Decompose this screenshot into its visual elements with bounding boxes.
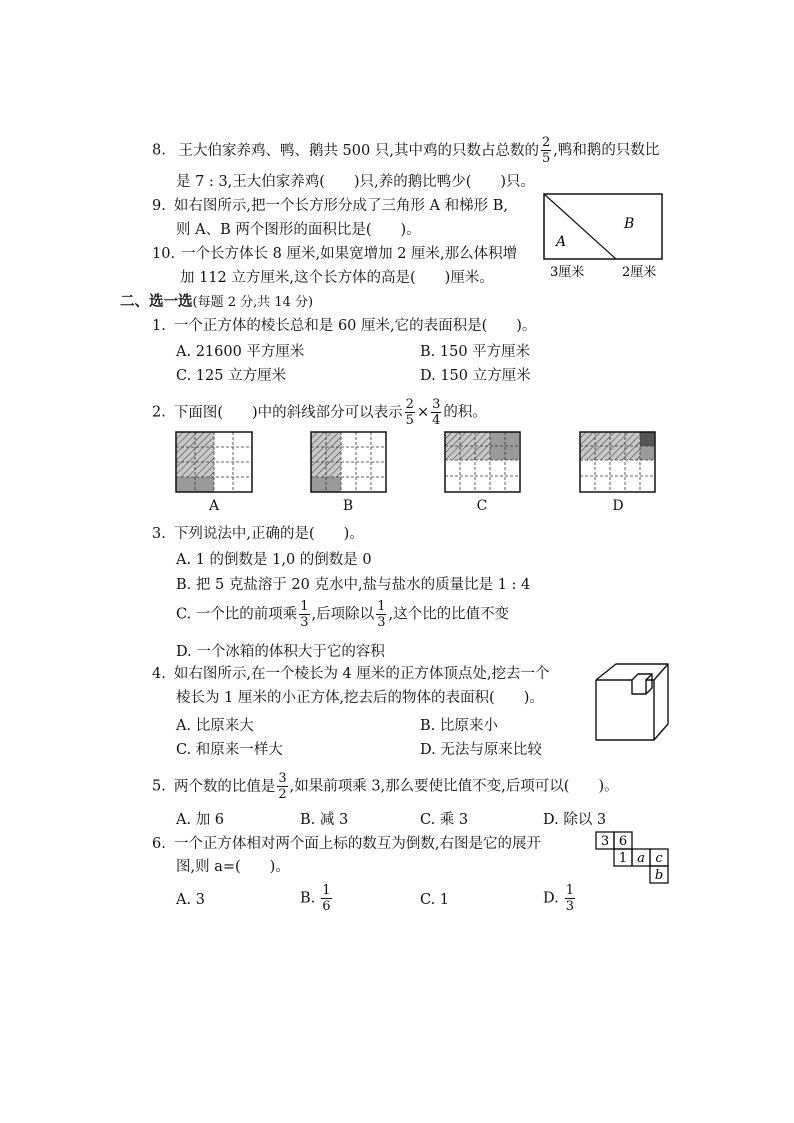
net-cell: 1 — [618, 851, 628, 866]
choice-4-option-d[interactable]: D. 无法与原来比较 — [420, 742, 542, 758]
choice-6-option-c[interactable]: C. 1 — [420, 892, 450, 908]
question-8-line2: 是 7 : 3,王大伯家养鸡( )只,养的鹅比鸭少( )只。 — [176, 174, 536, 190]
choice-6-option-b[interactable]: B. $\frac{1}{6}$ — [300, 883, 331, 914]
net-cell: c — [655, 851, 663, 866]
choice-5-option-b[interactable]: B. 减 3 — [300, 812, 349, 828]
question-8-line1: 8. 王大伯家养鸡、鸭、鹅共 500 只,其中鸡的只数占总数的 $\frac{2}{5}$ ,鸭和鹅的只数比 — [152, 135, 660, 166]
choice-4-option-b[interactable]: B. 比原来小 — [420, 718, 498, 734]
choice-2-grids — [0, 424, 794, 500]
net-cell: 6 — [618, 834, 628, 849]
choice-1-option-a[interactable]: A. 21600 平方厘米 — [176, 344, 305, 360]
choice-3-option-d[interactable]: D. 一个冰箱的体积大于它的容积 — [176, 644, 385, 660]
choice-1-option-c[interactable]: C. 125 立方厘米 — [176, 368, 287, 384]
choice-6-option-d[interactable]: D. $\frac{1}{3}$ — [543, 883, 574, 914]
choice-1-stem: 1. 一个正方体的棱长总和是 60 厘米,它的表面积是( )。 — [152, 318, 537, 334]
label-b: B — [624, 216, 635, 232]
label-a: A — [556, 234, 567, 250]
choice-5-stem: 5. 两个数的比值是 $\frac{3}{2}$ ,如果前项乘 3,那么要使比值不变,后项可以( )。 — [152, 771, 619, 802]
grid-c[interactable] — [445, 432, 520, 492]
choice-3-option-b[interactable]: B. 把 5 克盐溶于 20 克水中,盐与盐水的质量比是 1 : 4 — [176, 577, 531, 593]
caption-d: D — [612, 498, 624, 514]
choice-6-option-a[interactable]: A. 3 — [176, 892, 205, 908]
grid-a[interactable] — [176, 432, 252, 492]
question-9-line1: 9. 如右图所示,把一个长方形分成了三角形 A 和梯形 B, — [152, 198, 509, 214]
caption-a: A — [208, 498, 220, 514]
fraction: $\frac{2}{5}$ — [541, 135, 551, 166]
choice-5-option-c[interactable]: C. 乘 3 — [420, 812, 469, 828]
question-10-line1: 10. 一个长方体长 8 厘米,如果宽增加 2 厘米,那么体积增 — [152, 246, 518, 262]
grid-d[interactable] — [580, 432, 655, 492]
choice-4-option-a[interactable]: A. 比原来大 — [176, 718, 254, 734]
choice-1-option-b[interactable]: B. 150 平方厘米 — [420, 344, 531, 360]
net-cell: a — [637, 851, 645, 866]
question-10-line2: 加 112 立方厘米,这个长方体的高是( )厘米。 — [180, 270, 494, 286]
choice-2-stem: 2. 下面图( )中的斜线部分可以表示 $\frac{2}{5}$ × $\frac{3}{4}$ 的积。 — [152, 397, 487, 428]
choice-1-option-d[interactable]: D. 150 立方厘米 — [420, 368, 531, 384]
choice-3-stem: 3. 下列说法中,正确的是( )。 — [152, 526, 364, 542]
cube-net-figure — [592, 830, 672, 888]
grid-b[interactable] — [311, 432, 386, 492]
choice-4-option-c[interactable]: C. 和原来一样大 — [176, 742, 283, 758]
choice-3-option-c[interactable]: C. 一个比的前项乘 $\frac{1}{3}$ ,后项除以 $\frac{1}{3}$ ,这个比的比值不变 — [176, 599, 510, 630]
choice-6-line1: 6. 一个正方体相对两个面上标的数互为倒数,右图是它的展开 — [152, 836, 541, 852]
question-9-line2: 则 A、B 两个图形的面积比是( )。 — [176, 222, 421, 238]
caption-c: C — [476, 498, 488, 514]
choice-5-option-a[interactable]: A. 加 6 — [176, 812, 225, 828]
dim-right: 2厘米 — [622, 265, 657, 280]
caption-b: B — [342, 498, 354, 514]
cube-figure — [592, 660, 672, 744]
choice-6-line2: 图,则 a=( )。 — [176, 859, 290, 875]
choice-4-line2: 棱长为 1 厘米的小正方体,挖去后的物体的表面积( )。 — [176, 690, 544, 706]
choice-5-option-d[interactable]: D. 除以 3 — [543, 812, 607, 828]
net-cell: b — [654, 868, 664, 883]
net-cell: 3 — [600, 834, 610, 849]
choice-3-option-a[interactable]: A. 1 的倒数是 1,0 的倒数是 0 — [176, 552, 372, 568]
rectangle-figure — [536, 190, 670, 282]
dim-left: 3厘米 — [550, 265, 585, 280]
choice-4-line1: 4. 如右图所示,在一个棱长为 4 厘米的正方体顶点处,挖去一个 — [152, 666, 550, 682]
section-2-title: 二、选一选(每题 2 分,共 14 分) — [120, 293, 314, 310]
